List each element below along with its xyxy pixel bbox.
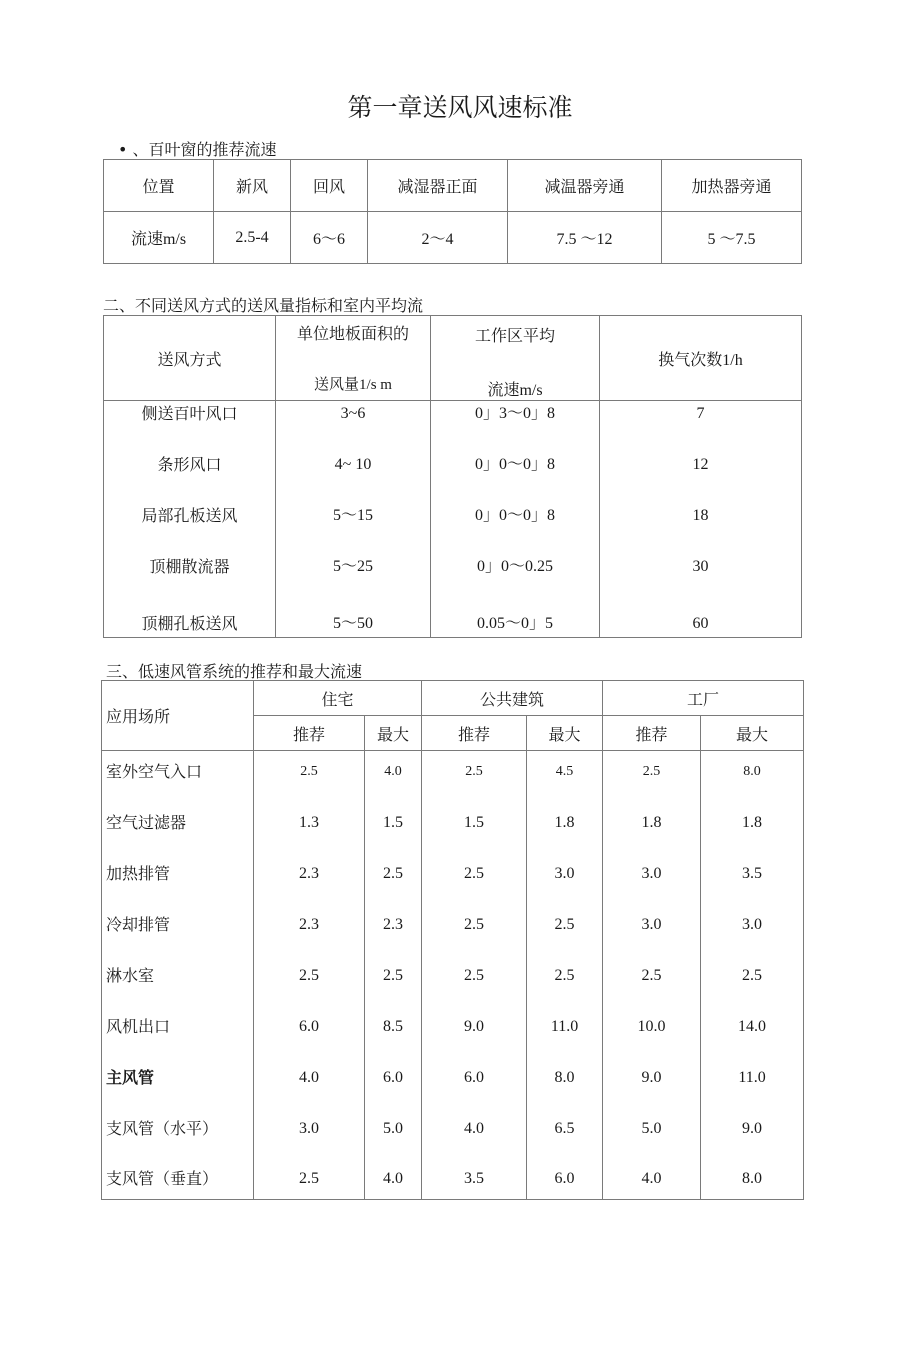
- table-body: [102, 751, 804, 1200]
- duct-velocity-table: [101, 680, 804, 1200]
- list-item: 30: [692, 558, 709, 575]
- sub-header: 推荐: [603, 716, 701, 751]
- list-item: 0.05～0」5: [476, 615, 553, 632]
- list-item: 条形风口: [157, 455, 222, 474]
- list-item: 12: [692, 456, 709, 473]
- list-item: 室外空气入口: [106, 762, 203, 781]
- mode-column: [104, 401, 276, 638]
- header-airflow-top: 单位地板面积的: [296, 324, 409, 343]
- table-cell: 6.0: [554, 1170, 575, 1187]
- table-cell: 7.5 ～12: [508, 212, 662, 264]
- table-cell: 1.5: [464, 814, 485, 831]
- list-item: 风机出口: [106, 1017, 171, 1036]
- table-cell: 11.0: [550, 1018, 579, 1035]
- table-cell: 1.8: [742, 814, 763, 831]
- list-item: 0」0～0.25: [476, 558, 553, 575]
- table-cell: 3.0: [742, 916, 763, 933]
- list-item: 加热排管: [106, 864, 171, 883]
- value-column: [422, 751, 527, 1200]
- table-cell: 2.3: [299, 916, 319, 933]
- table-cell: 1.5: [383, 814, 403, 831]
- sub-header: 推荐: [422, 716, 527, 751]
- header-cell: 新风: [214, 160, 291, 212]
- group-header: 住宅: [254, 681, 422, 716]
- table-header-row: [104, 160, 802, 212]
- list-item: 5～15: [332, 507, 373, 524]
- table-cell: 2.5-4: [214, 212, 291, 264]
- list-item: 0」0～0」8: [474, 456, 555, 473]
- table-cell: 1.8: [641, 814, 662, 831]
- list-item: 局部孔板送风: [141, 506, 238, 525]
- table-cell: 4.0: [383, 1170, 403, 1187]
- table-row: [104, 212, 802, 264]
- louver-velocity-table: [103, 159, 802, 264]
- table-cell: 1.8: [554, 814, 575, 831]
- table-cell: 2.5: [383, 967, 403, 984]
- section1-heading: • 、百叶窗的推荐流速: [118, 140, 277, 159]
- value-column: [603, 751, 701, 1200]
- list-item: 支风管（水平）: [106, 1119, 219, 1138]
- list-item: 支风管（垂直）: [106, 1169, 219, 1188]
- supply-air-table: [103, 315, 802, 638]
- list-item: 主风管: [106, 1068, 155, 1087]
- airflow-column: [276, 401, 431, 638]
- table-cell: 2.3: [299, 865, 319, 882]
- table-cell: 2.5: [554, 967, 575, 984]
- list-item: 空气过滤器: [106, 813, 187, 832]
- sub-header: 最大: [701, 716, 804, 751]
- table-cell: 2.5: [554, 916, 575, 933]
- list-item: 冷却排管: [106, 915, 171, 934]
- header-airflow-bottom: 送风量1/s m: [314, 377, 392, 393]
- table-cell: 2.5: [464, 967, 485, 984]
- list-item: 5～25: [332, 558, 373, 575]
- sub-header: 最大: [527, 716, 603, 751]
- table-cell: 3.0: [299, 1120, 319, 1137]
- list-item: 60: [692, 615, 709, 632]
- table-header-row: [102, 681, 804, 716]
- table-cell: 6.0: [383, 1069, 403, 1086]
- table-cell: 5.0: [641, 1120, 662, 1137]
- value-column: [527, 751, 603, 1200]
- table-cell: 2.5: [464, 865, 485, 882]
- list-item: 7: [696, 405, 705, 422]
- header-velocity-bottom: 流速m/s: [487, 382, 543, 399]
- table-cell: 8.0: [743, 764, 761, 779]
- table-cell: 2.5: [465, 764, 483, 779]
- header-cell: [276, 316, 431, 401]
- changes-column: [600, 401, 802, 638]
- table-cell: 5.0: [383, 1120, 403, 1137]
- section2-heading: 二、不同送风方式的送风量指标和室内平均流: [103, 296, 424, 315]
- table-cell: 6.0: [299, 1018, 319, 1035]
- value-column: [254, 751, 365, 1200]
- table-cell: 3.0: [641, 916, 662, 933]
- table-cell: 4.0: [641, 1170, 662, 1187]
- table-header-row: [104, 316, 802, 401]
- table-cell: 6.0: [464, 1069, 485, 1086]
- table-cell: 4.0: [464, 1120, 485, 1137]
- table-cell: 9.0: [641, 1069, 662, 1086]
- list-item: 顶棚孔板送风: [141, 614, 238, 633]
- table-body: [104, 401, 802, 638]
- value-column: [365, 751, 422, 1200]
- table-cell: 9.0: [464, 1018, 485, 1035]
- table-cell: 3.0: [641, 865, 662, 882]
- table-cell: 5 ～7.5: [662, 212, 802, 264]
- table-cell: 4.5: [555, 764, 574, 779]
- list-item: 4~ 10: [334, 456, 372, 473]
- table-cell: 8.5: [383, 1018, 403, 1035]
- table-cell: 2.5: [300, 764, 318, 779]
- table-cell: 9.0: [742, 1120, 763, 1137]
- table-cell: 10.0: [637, 1018, 666, 1035]
- velocity-column: [431, 401, 600, 638]
- list-item: 18: [692, 507, 709, 524]
- table-cell: 2.5: [642, 764, 661, 779]
- table-cell: 2.5: [299, 1170, 319, 1187]
- header-cell: [431, 316, 600, 401]
- table-cell: 8.0: [742, 1170, 763, 1187]
- header-velocity-top: 工作区平均: [474, 326, 555, 345]
- table-cell: 2.5: [641, 967, 662, 984]
- header-cell: 送风方式: [104, 316, 276, 401]
- table-cell: 4.0: [384, 764, 402, 779]
- header-cell: 回风: [291, 160, 368, 212]
- group-header: 公共建筑: [422, 681, 603, 716]
- sub-header: 最大: [365, 716, 422, 751]
- list-item: 0」3～0」8: [474, 405, 555, 422]
- sub-header: 推荐: [254, 716, 365, 751]
- table-cell: 6.5: [554, 1120, 575, 1137]
- table-cell: 6～6: [291, 212, 368, 264]
- row-label: 流速m/s: [104, 212, 214, 264]
- value-column: [701, 751, 804, 1200]
- list-item: 侧送百叶风口: [141, 404, 238, 423]
- table-cell: 3.0: [554, 865, 575, 882]
- list-item: 3~6: [340, 405, 366, 422]
- table-cell: 1.3: [299, 814, 319, 831]
- header-cell: 减温器旁通: [508, 160, 662, 212]
- table-cell: 4.0: [299, 1069, 319, 1086]
- table-cell: 3.5: [742, 865, 763, 882]
- list-item: 0」0～0」8: [474, 507, 555, 524]
- header-cell: 位置: [104, 160, 214, 212]
- table-cell: 2.5: [299, 967, 319, 984]
- table-cell: 2～4: [368, 212, 508, 264]
- section3-heading: 三、低速风管系统的推荐和最大流速: [106, 662, 363, 681]
- table-cell: 2.5: [742, 967, 763, 984]
- list-item: 淋水室: [106, 966, 155, 985]
- table-cell: 3.5: [464, 1170, 485, 1187]
- list-item: 5～50: [332, 615, 373, 632]
- header-cell: 应用场所: [102, 681, 254, 751]
- header-cell: 减湿器正面: [368, 160, 508, 212]
- table-cell: 2.3: [383, 916, 403, 933]
- table-cell: 14.0: [738, 1018, 767, 1035]
- table-cell: 8.0: [554, 1069, 575, 1086]
- header-cell: 加热器旁通: [662, 160, 802, 212]
- place-column: [102, 751, 254, 1200]
- group-header: 工厂: [603, 681, 804, 716]
- table-cell: 2.5: [383, 865, 403, 882]
- table-cell: 11.0: [738, 1069, 766, 1086]
- list-item: 顶棚散流器: [149, 557, 230, 576]
- table-cell: 2.5: [464, 916, 485, 933]
- page-title: 第一章送风风速标准: [347, 93, 573, 122]
- header-cell: 换气次数1/h: [600, 316, 802, 401]
